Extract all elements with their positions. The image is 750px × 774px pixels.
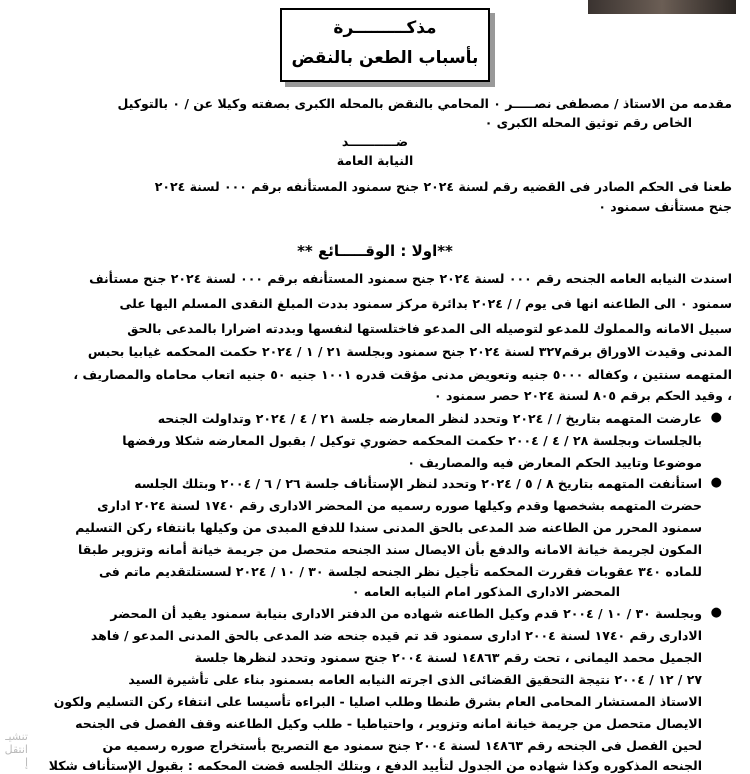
bullet-3-line: لحين الفصل فى الجنحه رقم ١٤٨٦٣ لسنة ٢٠٠٤ جنح سمنود مع التصريح بأستخراج صوره رسميه من xyxy=(102,738,702,753)
bullet-3-line: الايصال متحصل من جريمة خيانة امانه وتزوير ، واحتياطيا - طلب وكيل الطاعنه وقف الفصل فى الجنحه xyxy=(75,716,702,731)
bullet-2-line: للماده ٣٤٠ عقوبات فقررت المحكمه تأجيل نظر الجنحه لجلسة ٣٠ / ١٠ / ٢٠٢٤ لسستلتقديم ماتم فى xyxy=(98,564,702,579)
title-box xyxy=(280,8,490,82)
intro-line-2: الخاص رقم توثيق المحله الكبرى ٠ xyxy=(484,115,692,130)
intro-opponent: ضـــــــــــد xyxy=(341,134,409,149)
bullet-dot: ● xyxy=(710,475,722,490)
bullet-3-line: وبجلسة ٣٠ / ١٠ / ٢٠٠٤ قدم وكيل الطاعنه شهاده من الدفتر الادارى بنيابة سمنود يفيد أن المحضر xyxy=(110,606,702,621)
bullet-2-line: المكون لجريمة خيانة الامانه والدفع بأن الايصال سند الجنحه متحصل من جريمة خيانة أمانه وتزوير طبقا xyxy=(78,542,702,557)
bullet-2-line: استأنفت المتهمه بتاريخ ٨ / ٥ / ٢٠٢٤ وتحدد لنظر الإستأناف جلسة ٢٦ / ٦ / ٢٠٠٤ وبتلك الجلسه xyxy=(134,476,702,491)
paragraph-line: المدنى وقيدت الاوراق برقم٣٢٧ لسنة ٢٠٢٤ جنح سمنود وبجلسة ٢١ / ١ / ٢٠٢٤ حكمت المحكمه غيابيا بحبس xyxy=(87,344,732,359)
bullet-1-line: عارضت المتهمه بتاريخ / / ٢٠٢٤ وتحدد لنظر المعارضه جلسة ٢١ / ٤ / ٢٠٢٤ وتداولت الجنحه xyxy=(157,411,702,426)
intro-prosecution: النيابة العامة xyxy=(336,153,414,168)
paragraph-line: اسندت النيابه العامه الجنحه رقم ٠٠٠ لسنة ٢٠٢٤ جنح سمنود المستأنفه برقم ٠٠٠ لسنة ٢٠٢٤ جنح مستأنف xyxy=(89,271,732,286)
paragraph-line: ، وقيد الحكم برقم ٨٠٥ لسنة ٢٠٢٤ حصر سمنود ٠ xyxy=(433,388,732,403)
bullet-2-line: سمنود المحرر من الطاعنه ضد المدعى بالحق المدنى سندا للدفع المبدى من وكيلها بانتفاء ركن التسليم xyxy=(75,520,702,535)
bullet-3-line: الجميل محمد اليمانى ، تحت رقم ١٤٨٦٣ لسنة ٢٠٠٤ جنح سمنود وتحدد لنظرها جلسة xyxy=(194,650,702,665)
bullet-1-line: بالجلسات وبجلسة ٢٨ / ٤ / ٢٠٠٤ حكمت المحكمه حضوري توكيل / بقبول المعارضه شكلا ورفضها xyxy=(122,433,702,448)
title-line-2: بأسباب الطعن بالنقض xyxy=(291,48,479,68)
bullet-3-line: الاستاذ المستشار المحامى العام بشرق طنطا وطلب اصليا - البراءه تأسيسا على انتفاء ركن التسليم ولكون xyxy=(53,694,702,709)
intro-line-5: طعنا فى الحكم الصادر فى القضيه رقم لسنة ٢٠٢٤ جنح سمنود المستأنفه برقم ٠٠٠ لسنة ٢٠٢٤ xyxy=(154,179,732,194)
title-line-1: مذكـــــــــرة xyxy=(333,18,437,38)
activation-watermark: تنشيـ انتقل إ xyxy=(4,730,28,769)
section-heading: **اولا : الوقـــــائع ** xyxy=(297,242,453,260)
paragraph-line: سبيل الامانه والمملوك للمدعو لتوصيله الى المدعو فاختلستها لنفسها وبددته اضرارا بالمدعى بالحق xyxy=(127,321,732,336)
paragraph-line: سمنود ٠ الى الطاعنه انها فى يوم / / ٢٠٢٤ بدائرة مركز سمنود بددت المبلغ النقدى المسلم اليها على xyxy=(119,296,732,311)
bullet-dot: ● xyxy=(710,605,722,620)
intro-line-1: مقدمه من الاستاذ / مصطفى نصـــــر ٠ المحامي بالنقض بالمحله الكبرى بصفته وكيلا عن / ٠ بالتوكيل xyxy=(117,96,732,111)
bullet-3-line: الادارى رقم ١٧٤٠ لسنة ٢٠٠٤ ادارى سمنود قد تم قيده جنحه ضد المدعى بالحق المدنى المدعو / فاهد xyxy=(90,628,702,643)
bullet-2-line: حضرت المتهمه بشخصها وقدم وكيلها صوره رسميه من المحضر الادارى رقم ١٧٤٠ لسنة ٢٠٢٤ ادارى xyxy=(97,498,702,513)
bullet-2-line: المحضر الادارى المذكور امام النيابه العامه ٠ xyxy=(351,584,620,599)
paragraph-line: المتهمه سنتين ، وكفاله ٥٠٠٠ جنيه وتعويض مدنى مؤقت قدره ١٠٠١ جنيه ٥٠ جنيه اتعاب محاماه والمصاريف ، xyxy=(73,367,732,382)
bullet-3-line: الجنحه المذكوره وكذا شهاده من الجدول لتأييد الدفع ، وبتلك الجلسه قضت المحكمه : بقبول الإستأناف شكلا xyxy=(48,758,702,773)
corner-image xyxy=(588,0,736,14)
intro-line-6: جنح مستأنف سمنود ٠ xyxy=(598,199,732,214)
bullet-3-line: ٢٧ / ١٢ / ٢٠٠٤ نتيجة التحقيق القضائى الذى اجرته النيابه العامه بسمنود بناء على تأشيرة السيد xyxy=(128,672,702,687)
bullet-1-line: موضوعا وتاييد الحكم المعارض فيه والمصاريف ٠ xyxy=(407,455,702,470)
bullet-dot: ● xyxy=(710,410,722,425)
